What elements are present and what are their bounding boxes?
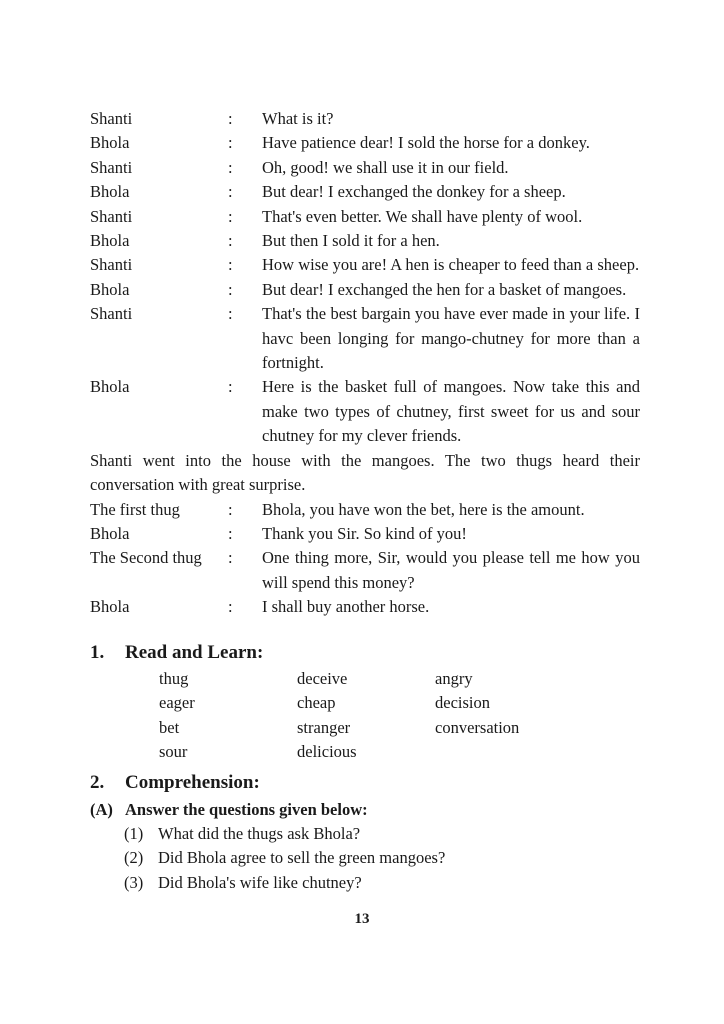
dialogue-line <box>90 375 640 448</box>
question-text: Did Bhola agree to sell the green mangoes? <box>158 848 446 868</box>
speech-text: That's the best bargain you have ever made in your life. I havc been longing for mango-chutney for more than a fortnight. <box>262 304 640 373</box>
vocabulary-grid <box>159 667 595 765</box>
vocab-word: stranger <box>297 717 351 737</box>
vocab-word <box>435 740 595 764</box>
subsection-heading <box>90 798 368 822</box>
question-number: (3) <box>124 872 144 892</box>
question-item <box>124 822 445 846</box>
question-text: What did the thugs ask Bhola? <box>158 824 361 843</box>
colon-separator: : <box>228 279 233 299</box>
speech-text: I shall buy another horse. <box>262 597 430 617</box>
speech-text: But then I sold it for a hen. <box>262 231 440 251</box>
speaker-name: Bhola <box>90 597 130 617</box>
colon-separator: : <box>228 182 233 202</box>
speaker-name: Bhola <box>90 279 130 299</box>
speaker-name: The first thug <box>90 499 180 519</box>
vocab-word: angry <box>435 669 473 688</box>
question-text: Did Bhola's wife like chutney? <box>158 872 362 892</box>
question-number: (2) <box>124 848 144 868</box>
dialogue-line <box>90 131 640 155</box>
vocab-word: cheap <box>297 693 336 713</box>
colon-separator: : <box>228 157 233 177</box>
section-title: Read and Learn: <box>125 642 264 663</box>
dialogue-line <box>90 278 640 302</box>
question-item <box>124 846 445 870</box>
speaker-name: Shanti <box>90 157 133 177</box>
dialogue-line <box>90 229 640 253</box>
vocab-word: conversation <box>435 717 520 737</box>
speech-text: Bhola, you have won the bet, here is the amount. <box>262 499 585 519</box>
dialogue-block <box>90 107 640 620</box>
speaker-name: Bhola <box>90 231 130 251</box>
colon-separator: : <box>228 133 233 153</box>
speaker-name: Shanti <box>90 206 133 226</box>
speaker-name: Bhola <box>90 377 130 397</box>
colon-separator: : <box>228 377 233 397</box>
speech-text: That's even better. We shall have plenty of wool. <box>262 206 583 226</box>
colon-separator: : <box>228 548 233 568</box>
vocab-word: decision <box>435 693 490 713</box>
dialogue-line <box>90 546 640 595</box>
speaker-name: Bhola <box>90 133 130 153</box>
vocab-word: thug <box>159 669 189 688</box>
colon-separator: : <box>228 206 233 226</box>
speech-text: How wise you are! A hen is cheaper to feed than a sheep. <box>262 255 640 275</box>
speaker-name: Shanti <box>90 109 133 128</box>
subsection-title: Answer the questions given below: <box>125 800 368 819</box>
questions-list <box>124 822 445 895</box>
dialogue-line <box>90 522 640 546</box>
colon-separator: : <box>228 499 233 519</box>
dialogue-line <box>90 156 640 180</box>
dialogue-line <box>90 302 640 375</box>
vocab-word: sour <box>159 742 188 762</box>
section-number: 1. <box>90 642 105 663</box>
colon-separator: : <box>228 255 233 275</box>
speech-text: What is it? <box>262 109 334 128</box>
colon-separator: : <box>228 523 233 543</box>
dialogue-line <box>90 107 640 131</box>
speaker-name: Shanti <box>90 255 133 275</box>
question-number: (1) <box>124 824 144 843</box>
section-heading-comprehension <box>90 772 650 794</box>
question-item <box>124 871 445 895</box>
speech-text: But dear! I exchanged the donkey for a sheep. <box>262 182 566 202</box>
colon-separator: : <box>228 109 233 128</box>
vocab-word: delicious <box>297 742 357 762</box>
colon-separator: : <box>228 304 233 324</box>
speech-text: Here is the basket full of mangoes. Now take this and make two types of chutney, first sweet for us and sour chutney for my clever friends. <box>262 377 640 446</box>
dialogue-line <box>90 253 640 277</box>
speaker-name: Shanti <box>90 304 133 324</box>
speech-text: Thank you Sir. So kind of you! <box>262 523 467 543</box>
section-title: Comprehension: <box>125 772 260 793</box>
vocab-word: bet <box>159 717 180 737</box>
speaker-name: Bhola <box>90 182 130 202</box>
vocab-word: eager <box>159 693 195 713</box>
speaker-name: Bhola <box>90 523 130 543</box>
dialogue-line <box>90 180 640 204</box>
speech-text: One thing more, Sir, would you please tell me how you will spend this money? <box>262 548 640 592</box>
dialogue-part-2 <box>90 498 640 620</box>
speech-text: Oh, good! we shall use it in our field. <box>262 157 509 177</box>
subsection-number: (A) <box>90 800 113 819</box>
speech-text: Have patience dear! I sold the horse for a donkey. <box>262 133 590 153</box>
vocab-word: deceive <box>297 669 348 688</box>
section-heading-read-and-learn <box>90 642 650 664</box>
page-number: 13 <box>354 911 370 927</box>
colon-separator: : <box>228 597 233 617</box>
dialogue-line <box>90 498 640 522</box>
speaker-name: The Second thug <box>90 548 202 568</box>
speech-text: But dear! I exchanged the hen for a basket of mangoes. <box>262 279 627 299</box>
section-number: 2. <box>90 772 105 793</box>
dialogue-line <box>90 595 640 619</box>
dialogue-part-1 <box>90 107 640 449</box>
dialogue-line <box>90 205 640 229</box>
colon-separator: : <box>228 231 233 251</box>
narration-paragraph: Shanti went into the house with the mangoes. The two thugs heard their conversation with great surprise. <box>90 450 640 495</box>
